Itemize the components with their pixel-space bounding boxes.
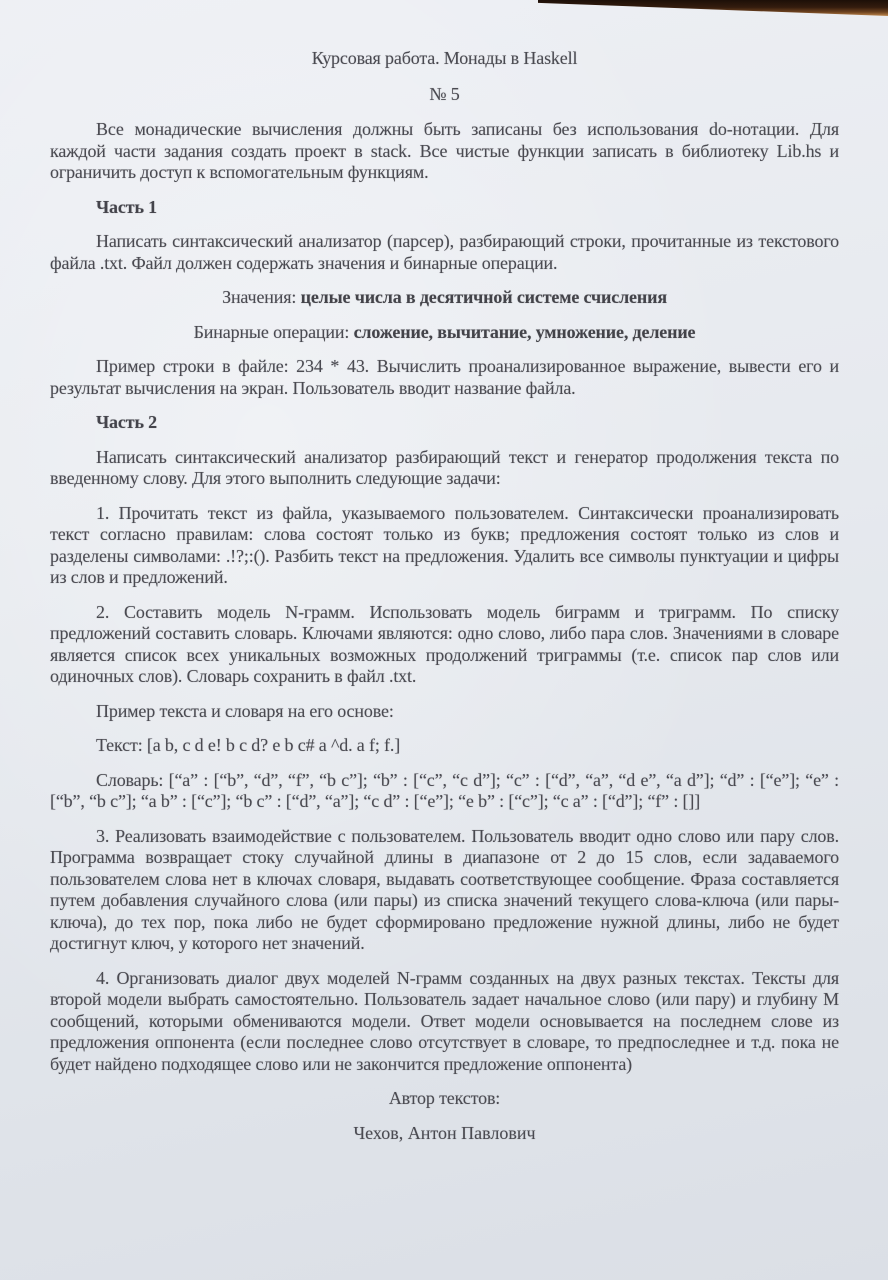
task-item-1: 1. Прочитать текст из файла, указываемого пользователем. Синтаксически проанализировать текст согласно правилам: слова состоят только из букв; предложения состоят только из слов и разделены символами: .!?;:(). Разбить текст на предложения. Удалить все символы пунктуации и цифры из слов и предложений. <box>50 502 839 587</box>
author-label: Автор текстов: <box>388 1088 501 1108</box>
values-line <box>50 287 839 309</box>
page-title: Курсовая работа. Монады в Haskell <box>311 48 578 68</box>
part1-task-paragraph: Написать синтаксический анализатор (парсер), разбирающий строки, прочитанные из текстового файла .txt. Файл должен содержать значения и бинарные операции. <box>50 231 839 273</box>
operations-text: сложение, вычитание, умножение, деление <box>353 321 696 342</box>
task-item-3: 3. Реализовать взаимодействие с пользователем. Пользователь вводит одно слово или пару слов. Программа возвращает стоку случайной длины в диапазоне от 2 до 15 слов, если задаваемого пользователем слова нет в ключах словаря, выдавать соответствующее сообщение. Фраза составляется путем добавления случайного слова (или пары) из списка значений текущего слова-ключа (или пары-ключа), до тех пор, пока либо не будет сформировано предложение нужной длины, либо не будет достигнут ключ, у которого нет значений. <box>50 825 839 953</box>
example-dict-line: Словарь: [“a” : [“b”, “d”, “f”, “b c”]; “b” : [“c”, “c d”]; “c” : [“d”, “a”, “d e”, “a d”]; “d” : [“e”]; “e” : [“b”, “b c”]; “a b” : [“c”]; “b c” : [“d”, “a”]; “c d” : [“e”]; “e b” : [“c”]; “c a” : [“d”]; “f” : []] <box>50 769 839 811</box>
operations-label: Бинарные операции: <box>193 321 354 342</box>
doc-number: № 5 <box>429 83 460 104</box>
example-text-line: Текст: [a b, c d e! b c d? e b c# a ^d. a f; f.] <box>96 735 401 755</box>
intro-paragraph: Все монадические вычисления должны быть записаны без использования do-нотации. Для каждой части задания создать проект в stack. Все чистые функции записать в библиотеку Lib.hs и ограничить доступ к вспомогательным функциям. <box>50 119 839 182</box>
example-intro-line: Пример текста и словаря на его основе: <box>96 700 394 721</box>
author-name: Чехов, Антон Павлович <box>353 1122 536 1143</box>
values-label: Значения: <box>222 287 301 307</box>
part2-task-paragraph: Написать синтаксический анализатор разбирающий текст и генератор продолжения текста по введенному слову. Для этого выполнить следующие задачи: <box>50 446 839 488</box>
part1-heading: Часть 1 <box>96 196 158 217</box>
part1-example-paragraph: Пример строки в файле: 234 * 43. Вычислить проанализированное выражение, вывести его и результат вычисления на экран. Пользователь вводит название файла. <box>50 356 839 398</box>
operations-line <box>50 322 839 344</box>
part2-heading: Часть 2 <box>96 412 158 432</box>
values-text: целые числа в десятичной системе счисления <box>300 287 667 307</box>
task-item-4: 4. Организовать диалог двух моделей N-грамм созданных на двух разных текстах. Тексты для второй модели выбрать самостоятельно. Пользователь задает начальное слово (или пару) и глубину M сообщений, которыми обмениваются модели. Ответ модели основывается на последнем слове из предложения оппонента (если последнее слово отсутствует в словаре, то предпоследнее и т.д. пока не будет найдено подходящее слово или не закончится предложение оппонента) <box>50 967 839 1074</box>
task-item-2: 2. Составить модель N-грамм. Использовать модель биграмм и триграмм. По списку предложений составить словарь. Ключами являются: одно слово, либо пара слов. Значениями в словаре является список всех уникальных возможных продолжений триграммы (т.е. список пар слов или одиночных слов). Словарь сохранить в файл .txt. <box>50 601 839 686</box>
